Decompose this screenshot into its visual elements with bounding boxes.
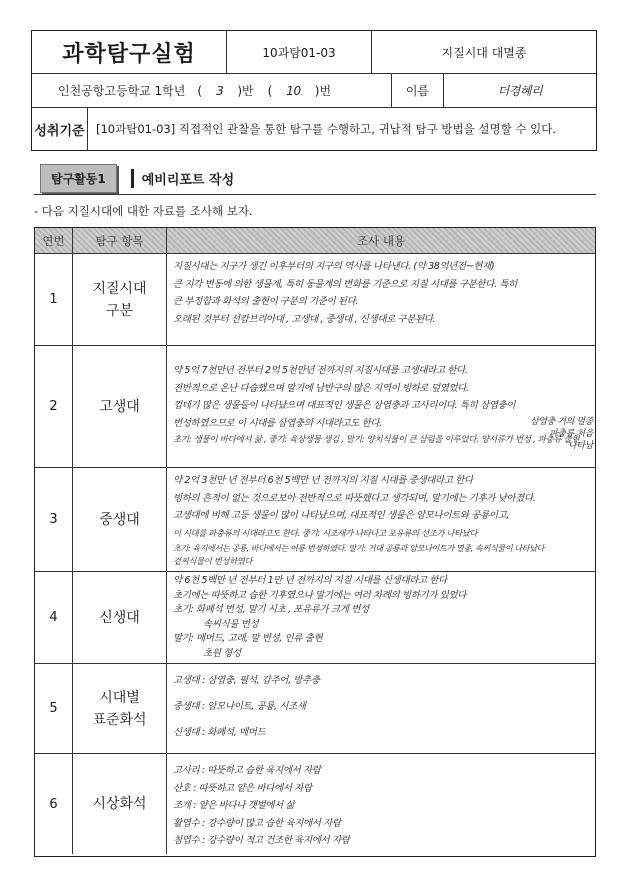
standard-label: 성취기준 xyxy=(32,108,88,150)
row-item: 신생대 xyxy=(73,572,167,663)
content-line: 중생대 : 암모나이트, 공룡, 시조새 xyxy=(173,701,306,712)
content-line: 말기: 매머드, 고래, 말 번성, 인류 출현 xyxy=(173,633,323,644)
student-name: 더경혜리 xyxy=(497,84,543,98)
row-content xyxy=(167,754,595,854)
header-student-row xyxy=(32,74,596,108)
content-line: 초기: 화폐석 번성, 말기 시초 , 포유류가 크게 번성 xyxy=(173,604,369,615)
header-no: 연번 xyxy=(35,228,73,253)
header-item: 탐구 항목 xyxy=(73,228,167,253)
row-content xyxy=(167,254,595,345)
row-item: 지질시대 구분 xyxy=(73,254,167,345)
table-row xyxy=(35,468,595,572)
content-line: 초기: 생물이 바다에서 삶 , 중기: 육상생물 생김 , 말기: 양치식물이 큰 삼림을 이루었다. 양서류가 번성 , 파충류 출현 xyxy=(173,435,580,445)
content-line: 고생대에 비해 고등 생물이 많이 나타났으며, 대표적인 생물은 암모나이트와 공룡이고, xyxy=(173,510,510,521)
school-label: 인천공항고등학교 1학년 xyxy=(58,84,186,98)
row-number: 3 xyxy=(35,468,73,571)
content-line: 오래된 것부터 선캄브리아대 , 고생대 , 중생대 , 신생대로 구분된다. xyxy=(173,313,436,325)
curriculum-code: 10과탐01-03 xyxy=(227,31,372,73)
content-line: 겉씨식물이 번성하였다 xyxy=(173,556,253,566)
activity-title: 예비리포트 작성 xyxy=(131,169,234,188)
margin-note xyxy=(530,416,593,452)
table-row xyxy=(35,664,595,754)
table-header-row xyxy=(35,228,595,254)
name-label: 이름 xyxy=(392,74,444,107)
student-info xyxy=(32,74,392,107)
table-row xyxy=(35,254,595,346)
row-number: 5 xyxy=(35,664,73,753)
content-line: 속씨식물 번성 xyxy=(203,618,259,630)
content-line: 신생대 : 화폐석, 매머드 xyxy=(173,727,266,738)
content-line: 빙하의 흔적이 없는 것으로보아 전반적으로 따뜻했다고 생각되며, 말기에는 기후가 낮아졌다. xyxy=(173,492,536,504)
class-suffix: )반 xyxy=(237,84,254,98)
row-item: 시상화석 xyxy=(73,754,167,854)
margin-note-line: 나타남 xyxy=(568,441,593,451)
row-item: 시대별 표준화석 xyxy=(73,664,167,753)
row-number: 2 xyxy=(35,346,73,467)
header-title-row xyxy=(32,31,596,74)
table-row xyxy=(35,346,595,468)
content-line: 초원 형성 xyxy=(203,647,241,659)
activity-divider xyxy=(34,194,596,195)
row-item: 중생대 xyxy=(73,468,167,571)
content-line: 약 6천 5백만 년 전부터 1만 년 전까지의 지질 시대를 신생대라고 한다 xyxy=(173,575,447,586)
row-content xyxy=(167,664,595,753)
standard-text: [10과탐01-03] 직접적인 관찰을 통한 탐구를 수행하고, 귀납적 탐구 방법을 설명할 수 있다. xyxy=(96,121,557,136)
content-line: 큰 부정합과 화석의 출현이 구분의 기준이 된다. xyxy=(173,296,359,307)
row-content xyxy=(167,572,595,663)
row-number: 1 xyxy=(35,254,73,345)
margin-note-line: 파충류 처음 xyxy=(549,429,593,439)
row-number: 6 xyxy=(35,754,73,854)
row-content xyxy=(167,468,595,571)
table-row xyxy=(35,572,595,664)
content-line: 큰 지각 변동에 의한 생물계, 특히 동물계의 변화를 기준으로 지질 시대를 구분한다. 특히 xyxy=(173,278,517,290)
table-row xyxy=(35,754,595,854)
research-table xyxy=(34,227,596,857)
content-line: 조개 : 얕은 바다나 갯벌에서 삶 xyxy=(173,800,295,811)
student-number: 10 xyxy=(286,83,301,98)
row-number: 4 xyxy=(35,572,73,663)
topic-title: 지질시대 대멸종 xyxy=(441,45,527,60)
content-line: 껍데기 많은 생물들이 나타났으며 대표적인 생물은 삼엽충과 고사리이다. 특히 삼엽충이 xyxy=(173,400,516,411)
content-line: 초기에는 따뜻하고 습한 기후였으나 말기에는 여러 차례의 빙하기가 있었다 xyxy=(173,589,467,601)
number-open-paren: ( xyxy=(267,83,273,98)
margin-note-line: 삼엽충 거의 멸종 xyxy=(530,417,593,427)
activity-heading xyxy=(40,163,234,193)
class-number: 3 xyxy=(216,83,224,98)
content-line: 이 시대를 파충류의 시대라고도 한다. 중기: 시조새가 나타나고 포유류의 선조가 나타났다 xyxy=(173,527,478,538)
activity-intro: - 다음 지질시대에 대한 자료를 조사해 보자. xyxy=(34,204,253,218)
number-suffix: )번 xyxy=(314,84,332,98)
row-item: 고생대 xyxy=(73,346,167,467)
content-line: 지질시대는 지구가 생긴 이후부터의 지구의 역사를 나타낸다. (약 38억년전~현재) xyxy=(173,261,495,272)
class-open-paren: ( xyxy=(197,83,203,98)
header-standard-row xyxy=(32,108,596,150)
content-line: 산호 : 따뜻하고 얕은 바다에서 자람 xyxy=(173,782,312,794)
content-line: 번성하였으므로 이 시대를 삼엽충의 시대라고도 한다. xyxy=(173,417,382,429)
content-line: 약 5억 7천만년 전부터 2억 5천만년 전까지의 지질시대를 고생대라고 한다. xyxy=(173,365,468,376)
activity-badge: 탐구활동1 xyxy=(40,164,117,193)
header-content: 조사 내용 xyxy=(356,233,406,248)
content-line: 활엽수 : 강수량이 많고 습한 육지에서 자람 xyxy=(173,817,341,829)
content-line: 고생대 : 삼엽충, 필석, 갑주어, 방추충 xyxy=(173,675,320,686)
content-line: 전반적으로 온난 다습했으며 말기에 남반구의 많은 지역이 빙하로 덮였었다. xyxy=(173,382,469,394)
content-line: 고사리 : 따뜻하고 습한 육지에서 자람 xyxy=(173,765,321,776)
content-line: 약 2억 3천만 년 전부터 6천 5백만 년 전까지의 지질 시대를 중생대라고 한다 xyxy=(173,475,473,486)
worksheet-header xyxy=(31,30,597,151)
content-line: 초기: 육지에서는 공룡, 바다에서는 어룡 번성하였다. 말기: 거대 공룡과 암모나이트가 멸종, 속씨식물이 나타났다 xyxy=(173,543,545,553)
content-line: 침엽수 : 강수량이 적고 건조한 육지에서 자람 xyxy=(173,835,350,846)
worksheet-title: 과학탐구실험 xyxy=(32,31,227,73)
